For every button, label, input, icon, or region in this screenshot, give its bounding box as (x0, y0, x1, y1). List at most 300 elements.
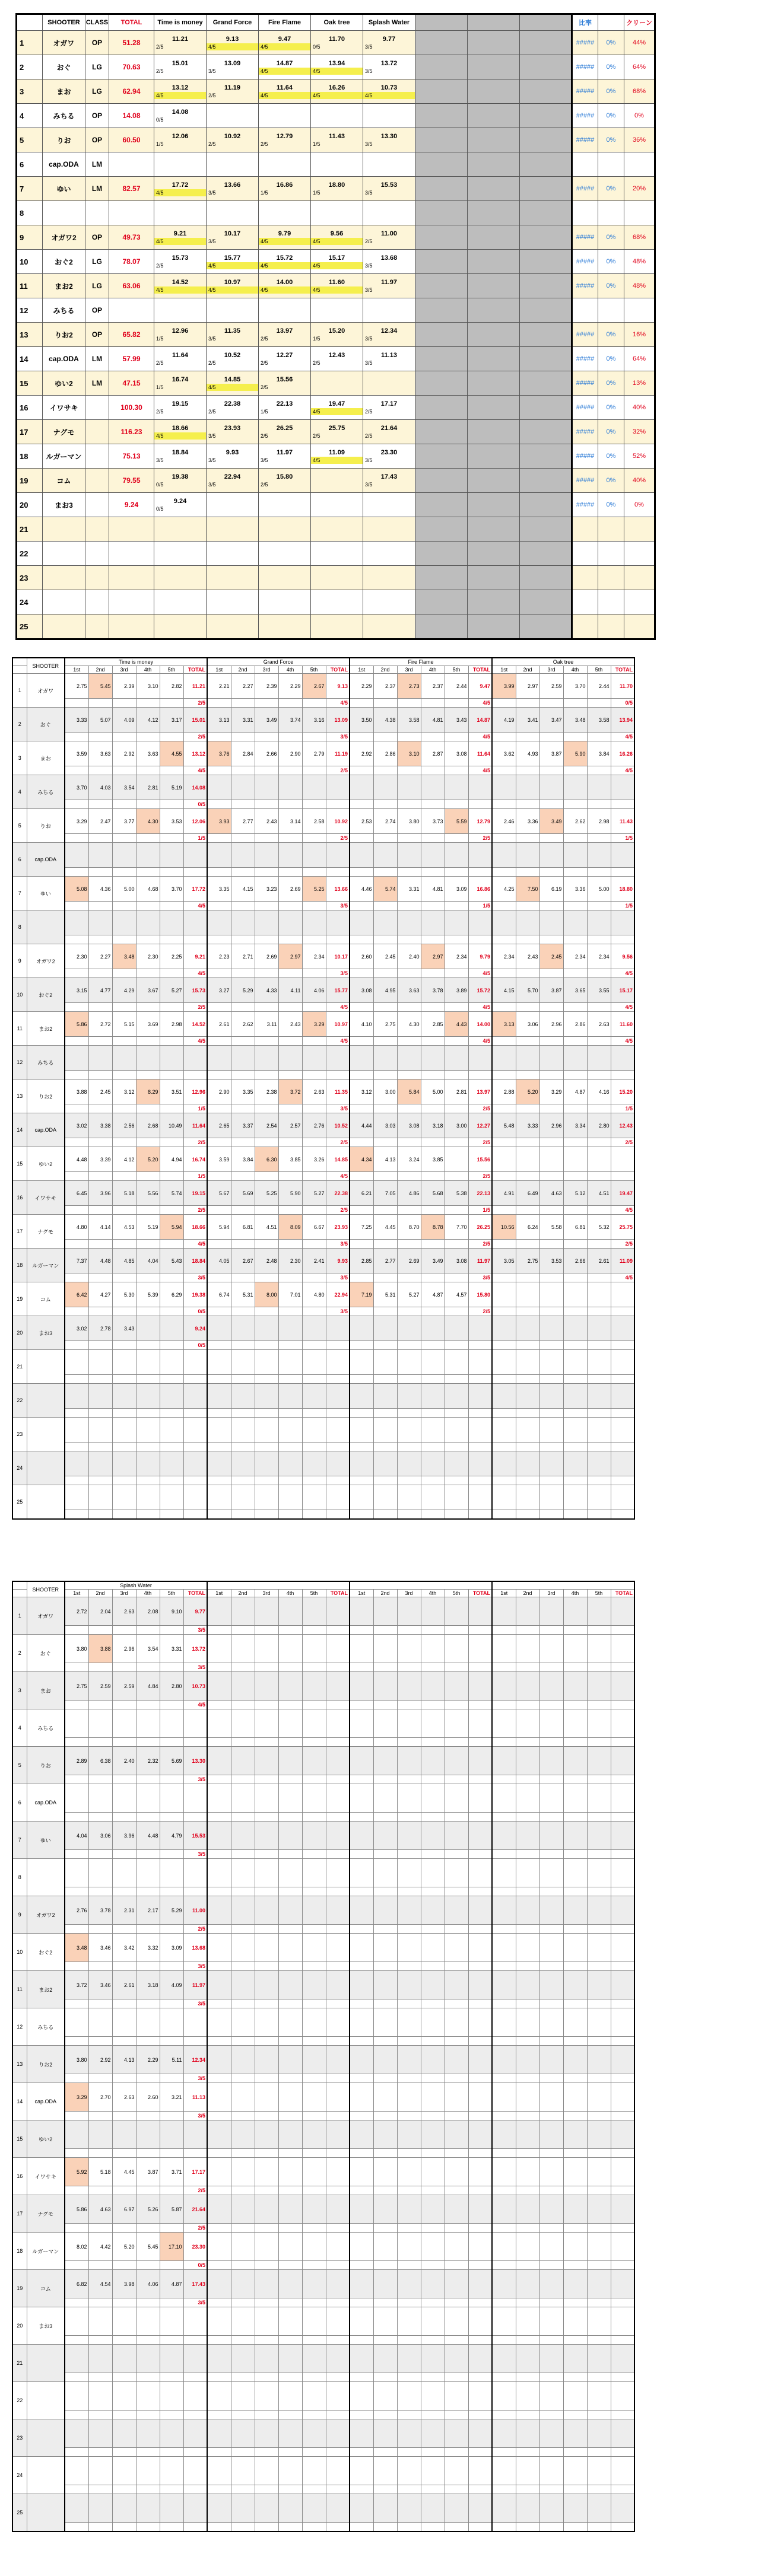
split-time (207, 1709, 231, 1738)
total-time (326, 1485, 350, 1510)
clean-mark (373, 1663, 397, 1672)
split-time (302, 1451, 326, 1476)
clean-count: 4/5 (611, 1037, 634, 1046)
clean-mark (160, 935, 183, 944)
header-col: 5th (445, 666, 468, 674)
clean-mark (587, 2074, 611, 2083)
event-cell (259, 396, 311, 420)
split-time (492, 2494, 516, 2523)
split-time (587, 1384, 611, 1409)
clean-mark (421, 2298, 445, 2307)
shooter-name: ゆい2 (27, 1147, 65, 1181)
clean-mark (397, 1307, 421, 1316)
split-time (563, 1635, 587, 1663)
split-time: 3.53 (160, 809, 183, 834)
detail-sheet-1 (12, 657, 635, 1520)
shooter-name: オガワ2 (27, 944, 65, 978)
clean-mark (255, 868, 278, 877)
clean-mark (160, 1775, 183, 1784)
clean-mark (88, 902, 112, 910)
clean-mark (397, 2224, 421, 2233)
split-time (255, 1859, 278, 1887)
clean-mark (255, 2373, 278, 2382)
split-time: 2.63 (587, 1012, 611, 1037)
split-time (302, 1316, 326, 1341)
split-time: 3.29 (65, 2083, 88, 2112)
split-time (492, 1350, 516, 1375)
split-time (231, 2046, 255, 2074)
detail-row (12, 2419, 634, 2448)
clean-mark (563, 2523, 587, 2532)
split-time (516, 2382, 539, 2411)
split-time: 3.96 (112, 1822, 136, 1850)
total-time: 9.79 (468, 944, 492, 969)
clean-mark (136, 1626, 160, 1635)
event-clean-count (311, 578, 363, 585)
split-time (516, 2270, 539, 2298)
clean-mark (65, 1738, 88, 1747)
split-time: 3.93 (207, 809, 231, 834)
split-time (445, 1822, 468, 1850)
split-time: 7.37 (65, 1249, 88, 1273)
clean-mark (136, 2112, 160, 2120)
event-clean-count (311, 214, 363, 221)
clean-count (326, 1409, 350, 1418)
clean-mark (492, 1307, 516, 1316)
split-time (65, 1859, 88, 1887)
event-time: 18.66 (172, 425, 189, 432)
clean-mark (563, 1307, 587, 1316)
clean-mark (278, 1172, 302, 1181)
clean-mark (350, 1887, 373, 1896)
event-clean-count: 3/5 (365, 263, 373, 269)
split-time (516, 1896, 539, 1925)
event-cell (363, 128, 415, 152)
clean-count (468, 2448, 492, 2457)
split-time: 2.75 (516, 1249, 539, 1273)
clean-mark (350, 1738, 373, 1747)
event-time: 11.13 (381, 352, 397, 359)
clean-mark (278, 1138, 302, 1147)
clean-mark (278, 2298, 302, 2307)
clean-mark (445, 1476, 468, 1485)
split-time: 3.87 (539, 978, 563, 1003)
clean-count (183, 1738, 207, 1747)
total-time (611, 1822, 634, 1850)
clean-mark (421, 2448, 445, 2457)
percent-value: 0% (598, 323, 624, 347)
split-time (539, 1350, 563, 1375)
split-time (445, 1934, 468, 1962)
total-time (611, 1934, 634, 1962)
clean-mark (255, 1663, 278, 1672)
event-time: 15.01 (172, 60, 189, 67)
split-time: 4.25 (492, 877, 516, 902)
blank-cell (520, 323, 572, 347)
split-time (516, 1316, 539, 1341)
clean-mark (231, 1003, 255, 1012)
clean-mark (563, 2298, 587, 2307)
total-time (611, 1971, 634, 1999)
clean-mark (65, 800, 88, 809)
shooter-name: おぐ (27, 708, 65, 741)
clean-mark (350, 1443, 373, 1451)
clean-mark (65, 2373, 88, 2382)
clean-mark (207, 1850, 231, 1859)
split-time: 3.71 (160, 2158, 183, 2186)
split-time (492, 1485, 516, 1510)
shooter-class: LG (85, 55, 109, 79)
clean-mark (587, 2485, 611, 2494)
split-time: 3.38 (88, 1113, 112, 1138)
total-time: 10.17 (326, 944, 350, 969)
shooter-name (43, 566, 85, 590)
total-time: 12.79 (468, 809, 492, 834)
split-time (516, 1485, 539, 1510)
clean-mark (445, 2411, 468, 2419)
clean-mark (231, 1071, 255, 1080)
event-cell (311, 298, 363, 323)
clean-mark (587, 1850, 611, 1859)
split-time (136, 1418, 160, 1443)
total-time (326, 2233, 350, 2261)
clean-mark (302, 1443, 326, 1451)
split-time (587, 1282, 611, 1307)
clean-count: 2/5 (468, 1138, 492, 1147)
event-time: 15.56 (276, 376, 293, 383)
clean-mark (539, 1626, 563, 1635)
total-time: 51.28 (109, 31, 154, 55)
clean-count: 2/5 (468, 1172, 492, 1181)
clean-mark (539, 2224, 563, 2233)
clean-count: 0/5 (183, 1341, 207, 1350)
total-time: 11.64 (183, 1113, 207, 1138)
split-time (516, 1418, 539, 1443)
split-time (207, 1350, 231, 1375)
clean-rate (624, 517, 655, 542)
split-time (539, 1384, 563, 1409)
clean-count (326, 1701, 350, 1709)
ratio-value (572, 298, 598, 323)
split-time (207, 2382, 231, 2411)
total-time: 17.72 (183, 877, 207, 902)
split-time: 4.15 (231, 877, 255, 902)
event-clean-count: 2/5 (156, 263, 164, 269)
clean-count (468, 1626, 492, 1635)
event-cell (363, 177, 415, 201)
split-time (88, 1859, 112, 1887)
clean-mark (516, 1206, 539, 1215)
clean-mark (492, 969, 516, 978)
detail-row (12, 1672, 634, 1701)
event-cell (311, 323, 363, 347)
split-time: 2.34 (587, 944, 611, 969)
event-time (311, 205, 363, 214)
clean-mark (88, 2523, 112, 2532)
clean-mark (112, 733, 136, 741)
clean-mark (563, 834, 587, 843)
detail-row (12, 2008, 634, 2037)
split-time (539, 2158, 563, 2186)
detail-subrow (12, 1172, 634, 1181)
clean-mark (516, 1850, 539, 1859)
split-time (231, 1672, 255, 1701)
total-time (468, 1672, 492, 1701)
clean-mark (112, 2411, 136, 2419)
split-time (65, 2345, 88, 2373)
header-col: 4th (563, 666, 587, 674)
total-time (468, 843, 492, 868)
event-time: 11.43 (329, 133, 345, 140)
detail-subrow (12, 2336, 634, 2345)
row-number: 21 (12, 2345, 27, 2382)
summary-row (17, 31, 655, 55)
split-time (88, 1418, 112, 1443)
split-time (492, 1747, 516, 1775)
header-col: 3rd (255, 666, 278, 674)
split-time: 3.59 (207, 1147, 231, 1172)
split-time: 3.63 (397, 978, 421, 1003)
clean-mark (539, 2373, 563, 2382)
clean-mark (136, 1240, 160, 1249)
row-number: 22 (12, 1384, 27, 1418)
split-time: 2.66 (255, 741, 278, 766)
split-time: 3.12 (350, 1080, 373, 1104)
clean-mark (373, 1775, 397, 1784)
total-time: 9.13 (326, 674, 350, 699)
clean-mark (587, 2373, 611, 2382)
clean-mark (278, 800, 302, 809)
clean-mark (563, 1999, 587, 2008)
split-time: 4.27 (88, 1282, 112, 1307)
split-time (373, 1046, 397, 1071)
detail-row (12, 1485, 634, 1510)
event-cell (207, 614, 259, 639)
clean-mark (255, 1775, 278, 1784)
split-time: 2.39 (255, 674, 278, 699)
clean-mark (112, 2149, 136, 2158)
clean-mark (88, 1510, 112, 1520)
clean-mark (231, 868, 255, 877)
clean-mark (563, 2411, 587, 2419)
event-cell (363, 79, 415, 104)
split-time: 4.93 (516, 741, 539, 766)
clean-mark (112, 1307, 136, 1316)
split-time (445, 1485, 468, 1510)
clean-mark (421, 1273, 445, 1282)
total-time (468, 1418, 492, 1443)
total-time (611, 1709, 634, 1738)
clean-count (611, 1510, 634, 1520)
split-time: 3.17 (160, 708, 183, 733)
split-time: 2.61 (587, 1249, 611, 1273)
event-clean-count (207, 578, 258, 585)
split-time (112, 1418, 136, 1443)
clean-mark (350, 868, 373, 877)
total-time: 12.34 (183, 2046, 207, 2074)
blank-cell (468, 444, 520, 469)
split-time (160, 843, 183, 868)
split-time (587, 1147, 611, 1172)
split-time: 3.23 (255, 877, 278, 902)
split-time: 5.08 (65, 877, 88, 902)
clean-mark (255, 1037, 278, 1046)
clean-mark (207, 1999, 231, 2008)
clean-mark (421, 766, 445, 775)
event-time (259, 303, 310, 311)
split-time: 17.10 (160, 2233, 183, 2261)
split-time: 7.50 (516, 877, 539, 902)
clean-mark (516, 1510, 539, 1520)
split-time (373, 2270, 397, 2298)
split-time (255, 1747, 278, 1775)
clean-mark (539, 1240, 563, 1249)
total-time (468, 1350, 492, 1375)
header-col: 1st (65, 1590, 88, 1597)
split-time: 2.86 (373, 741, 397, 766)
event-clean-count: 4/5 (311, 408, 363, 415)
clean-count (611, 2186, 634, 2195)
clean-mark (445, 1925, 468, 1934)
clean-mark (112, 1738, 136, 1747)
clean-mark (350, 2411, 373, 2419)
total-time: 65.82 (109, 323, 154, 347)
event-cell (363, 614, 415, 639)
split-time (421, 2419, 445, 2448)
split-time: 3.33 (516, 1113, 539, 1138)
event-time: 25.75 (328, 425, 345, 432)
event-clean-count (311, 384, 363, 391)
split-time (373, 2195, 397, 2224)
event-cell (207, 31, 259, 55)
total-time (326, 2307, 350, 2336)
detail-subrow (12, 1071, 634, 1080)
clean-mark (136, 1375, 160, 1384)
clean-count (326, 1626, 350, 1635)
clean-mark (421, 2523, 445, 2532)
split-time (516, 1934, 539, 1962)
clean-mark (516, 1701, 539, 1709)
split-time (278, 1747, 302, 1775)
split-time (587, 1859, 611, 1887)
split-time (231, 1822, 255, 1850)
clean-mark (421, 2074, 445, 2083)
split-time (65, 2457, 88, 2485)
split-time (231, 1934, 255, 1962)
total-time: 47.15 (109, 371, 154, 396)
clean-mark (112, 2261, 136, 2270)
split-time (207, 1896, 231, 1925)
total-time (183, 1418, 207, 1443)
split-time: 3.36 (563, 877, 587, 902)
total-time (611, 2270, 634, 2298)
split-time (207, 2083, 231, 2112)
event-clean-count: 1/5 (156, 384, 164, 390)
clean-mark (492, 1443, 516, 1451)
clean-mark (136, 2298, 160, 2307)
event-time (207, 108, 258, 116)
event-time: 23.30 (380, 449, 398, 456)
split-time (492, 2457, 516, 2485)
split-time (373, 2046, 397, 2074)
split-time (421, 2307, 445, 2336)
split-time (350, 2419, 373, 2448)
header-col: 1st (207, 1590, 231, 1597)
clean-mark (231, 1172, 255, 1181)
split-time (88, 1384, 112, 1409)
clean-mark (350, 1037, 373, 1046)
clean-mark (207, 2523, 231, 2532)
clean-mark (587, 1443, 611, 1451)
clean-count (326, 1887, 350, 1896)
clean-mark (397, 902, 421, 910)
blank-cell (520, 347, 572, 371)
shooter-name: りお (43, 128, 85, 152)
split-time: 2.71 (231, 944, 255, 969)
split-time: 2.34 (445, 944, 468, 969)
split-time (350, 1672, 373, 1701)
event-clean-count: 2/5 (208, 409, 216, 415)
event-clean-count: 4/5 (207, 384, 258, 391)
header-no (17, 14, 43, 31)
split-time: 4.91 (492, 1181, 516, 1206)
event-clean-count: 2/5 (261, 360, 268, 366)
split-time: 2.92 (88, 2046, 112, 2074)
clean-count: 0/5 (183, 800, 207, 809)
clean-count (468, 2373, 492, 2382)
split-time (350, 1784, 373, 1813)
clean-count: 4/5 (611, 733, 634, 741)
split-time: 4.19 (492, 708, 516, 733)
split-time: 5.38 (445, 1181, 468, 1206)
clean-mark (421, 1071, 445, 1080)
header-event: Oak tree (492, 658, 634, 666)
event-time (311, 303, 363, 311)
split-time (587, 1485, 611, 1510)
split-time (255, 2307, 278, 2336)
clean-mark (136, 2186, 160, 2195)
event-time: 21.64 (380, 425, 398, 432)
clean-mark (373, 1273, 397, 1282)
event-time: 10.73 (380, 84, 398, 91)
split-time (207, 1635, 231, 1663)
shooter-name: おぐ (43, 55, 85, 79)
clean-mark (231, 2224, 255, 2233)
event-time: 14.85 (224, 376, 241, 383)
shooter-class: LG (85, 274, 109, 298)
split-time (539, 2120, 563, 2149)
clean-mark (278, 1925, 302, 1934)
event-time: 10.52 (224, 352, 241, 359)
percent-value (598, 517, 624, 542)
event-cell (207, 201, 259, 225)
split-time (445, 2083, 468, 2112)
clean-mark (350, 2037, 373, 2046)
split-time: 2.76 (302, 1113, 326, 1138)
split-time (160, 1451, 183, 1476)
split-time (539, 2233, 563, 2261)
clean-mark (278, 1476, 302, 1485)
clean-mark (255, 1409, 278, 1418)
percent-value: 0% (598, 493, 624, 517)
clean-mark (231, 1307, 255, 1316)
detail-row (12, 775, 634, 800)
header-col total-header: TOTAL (611, 1590, 634, 1597)
event-time: 15.80 (276, 473, 293, 480)
split-time (587, 1635, 611, 1663)
split-time (445, 1896, 468, 1925)
blank-cell (520, 444, 572, 469)
